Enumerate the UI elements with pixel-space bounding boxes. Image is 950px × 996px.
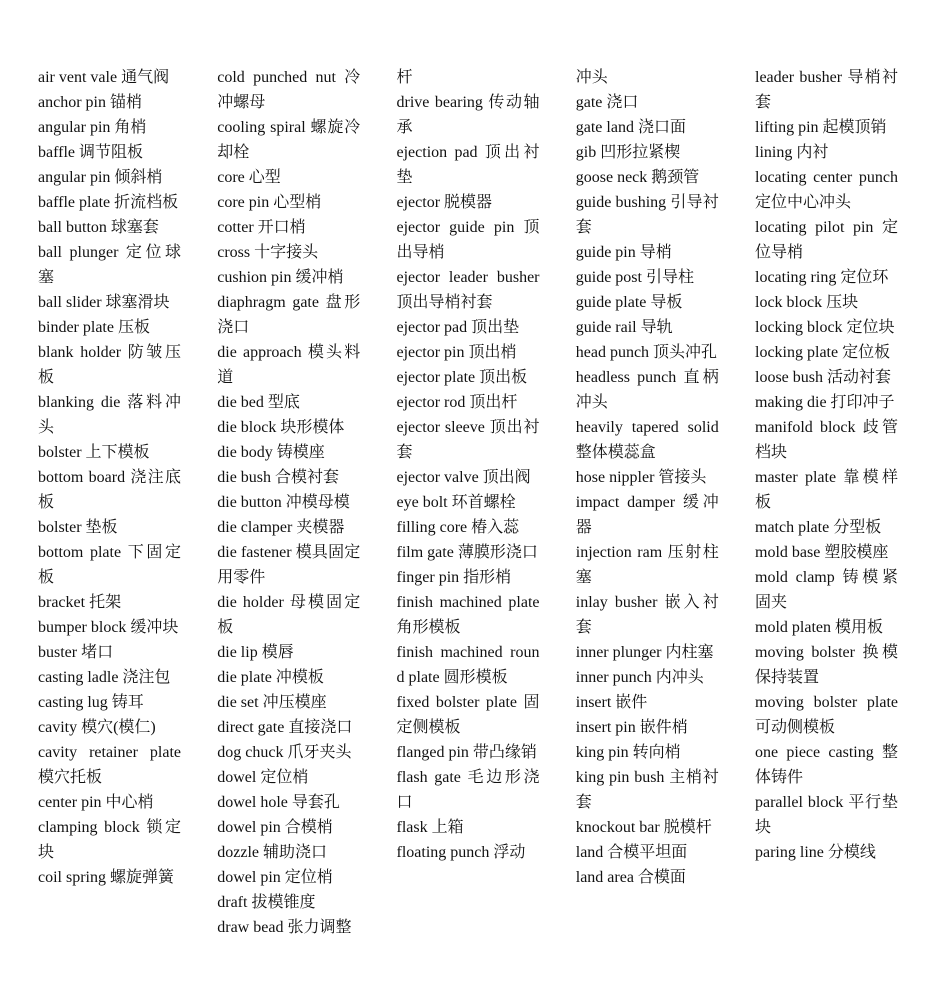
glossary-entry: loose bush 活动衬套 [755,369,892,386]
glossary-entry: lining 内衬 [755,144,829,161]
glossary-entry: anchor pin 锚梢 [38,94,142,111]
glossary-entry: flash gate 毛边形浇口 [396,769,540,811]
glossary-entry: inner plunger 内柱塞 [575,644,714,661]
glossary-entry: die button 冲模母模 [217,494,350,511]
glossary-entry: 杆 [396,69,413,86]
glossary-entry: clamping block 锁定块 [38,819,181,861]
glossary-page [38,65,898,940]
glossary-entry: ball button 球塞套 [38,219,159,236]
glossary-entry: leader busher 导梢衬套 [755,69,898,111]
glossary-entry: finish machined round plate 圆形模板 [396,644,540,686]
glossary-entry: die block 块形模体 [217,419,345,436]
glossary-column-2 [217,65,360,940]
glossary-entry: fixed bolster plate 固定侧模板 [396,694,540,736]
glossary-entry: master plate 靠模样板 [755,469,898,511]
glossary-entry: cotter 开口梢 [217,219,306,236]
glossary-column-3 [397,65,540,940]
glossary-entry: bumper block 缓冲块 [38,619,179,636]
glossary-entry: core 心型 [217,169,281,186]
glossary-entry: manifold block 歧管档块 [755,419,898,461]
glossary-entry: one piece casting 整体铸件 [755,744,898,786]
glossary-entry: core pin 心型梢 [217,194,322,211]
glossary-entry: die bush 合模衬套 [217,469,340,486]
glossary-entry: buster 堵口 [38,644,114,661]
glossary-entry: dowel pin 定位梢 [217,869,333,886]
glossary-entry: finger pin 指形梢 [396,569,512,586]
glossary-entry: cooling spiral 螺旋冷却栓 [217,119,361,161]
glossary-entry: bracket 托架 [38,594,122,611]
glossary-entry: dowel pin 合模梢 [217,819,333,836]
glossary-entry: draw bead 张力调整 [217,919,352,936]
glossary-entry: die clamper 夹模器 [217,519,345,536]
glossary-entry: injection ram 压射柱塞 [575,544,719,586]
glossary-entry: cavity 模穴(模仁) [38,719,156,736]
glossary-entry: lock block 压块 [755,294,859,311]
glossary-entry: ejector valve 顶出阀 [396,469,531,486]
glossary-entry: match plate 分型板 [755,519,882,536]
glossary-entry: insert 嵌件 [575,694,648,711]
glossary-entry: inlay busher 嵌入衬套 [575,594,719,636]
glossary-entry: bottom plate 下固定板 [38,544,181,586]
glossary-entry: dowel hole 导套孔 [217,794,340,811]
glossary-entry: die approach 模头料道 [217,344,361,386]
glossary-entry: eye bolt 环首螺栓 [396,494,516,511]
glossary-entry: gib 凹形拉紧楔 [575,144,681,161]
glossary-entry: king pin bush 主梢衬套 [575,769,719,811]
glossary-entry: die bed 型底 [217,394,300,411]
glossary-entry: ejector guide pin 顶出导梢 [396,219,540,261]
glossary-entry: ejector pin 顶出梢 [396,344,517,361]
glossary-entry: ejector 脱模器 [396,194,493,211]
glossary-entry: locking block 定位块 [755,319,895,336]
glossary-entry: die body 铸模座 [217,444,325,461]
glossary-entry: cold punched nut 冷冲螺母 [217,69,361,111]
glossary-entry: baffle plate 折流档板 [38,194,179,211]
glossary-entry: blanking die 落料冲头 [38,394,181,436]
glossary-entry: direct gate 直接浇口 [217,719,353,736]
glossary-entry: dozzle 辅助浇口 [217,844,328,861]
glossary-entry: casting lug 铸耳 [38,694,144,711]
glossary-entry: drive bearing 传动轴承 [396,94,540,136]
glossary-entry: film gate 薄膜形浇口 [396,544,538,561]
glossary-entry: binder plate 压板 [38,319,150,336]
glossary-column-4 [576,65,719,940]
glossary-entry: ejection pad 顶出衬垫 [396,144,540,186]
glossary-entry: land 合模平坦面 [575,844,688,861]
glossary-entry: king pin 转向梢 [575,744,681,761]
glossary-entry: gate 浇口 [575,94,639,111]
glossary-entry: ejector plate 顶出板 [396,369,528,386]
glossary-entry: ball plunger 定位球塞 [38,244,181,286]
glossary-entry: filling core 椿入蕊 [396,519,520,536]
glossary-entry: moving bolster 换模保持装置 [755,644,898,686]
glossary-entry: guide rail 导轨 [575,319,673,336]
glossary-entry: knockout bar 脱模杆 [575,819,712,836]
glossary-entry: blank holder 防皱压板 [38,344,181,386]
glossary-entry: mold platen 模用板 [755,619,883,636]
glossary-column-5 [755,65,898,940]
glossary-entry: coil spring 螺旋弹簧 [38,869,174,886]
glossary-entry: guide bushing 引导衬套 [575,194,719,236]
glossary-entry: ejector pad 顶出垫 [396,319,520,336]
glossary-entry: hose nippler 管接头 [575,469,707,486]
glossary-entry: making die 打印冲子 [755,394,895,411]
glossary-entry: locking plate 定位板 [755,344,891,361]
glossary-entry: die holder 母模固定板 [217,594,361,636]
glossary-entry: die set 冲压模座 [217,694,327,711]
glossary-entry: locating pilot pin 定位导梢 [755,219,898,261]
glossary-entry: locating center punch 定位中心冲头 [755,169,898,211]
glossary-entry: mold clamp 铸模紧固夹 [755,569,898,611]
glossary-entry: headless punch 直柄冲头 [575,369,719,411]
glossary-entry: guide pin 导梢 [575,244,672,261]
glossary-entry: parallel block 平行垫块 [755,794,898,836]
glossary-entry: diaphragm gate 盘形浇口 [217,294,361,336]
glossary-entry: angular pin 角梢 [38,119,147,136]
glossary-entry: guide plate 导板 [575,294,683,311]
glossary-entry: center pin 中心梢 [38,794,154,811]
glossary-entry: bolster 垫板 [38,519,118,536]
glossary-entry: bottom board 浇注底板 [38,469,181,511]
glossary-entry: cavity retainer plate 模穴托板 [38,744,181,786]
glossary-entry: impact damper 缓冲器 [575,494,719,536]
glossary-entry: locating ring 定位环 [755,269,889,286]
glossary-entry: dog chuck 爪牙夹头 [217,744,352,761]
glossary-entry: flask 上箱 [396,819,464,836]
glossary-entry: die lip 模唇 [217,644,294,661]
glossary-entry: ejector rod 顶出杆 [396,394,518,411]
glossary-entry: finish machined plate 角形模板 [396,594,540,636]
glossary-entry: flanged pin 带凸缘销 [396,744,537,761]
glossary-entry: bolster 上下模板 [38,444,150,461]
glossary-entry: guide post 引导柱 [575,269,694,286]
glossary-entry: moving bolster plate 可动侧模板 [755,694,898,736]
glossary-entry: goose neck 鹅颈管 [575,169,700,186]
glossary-entry: head punch 顶头冲孔 [575,344,718,361]
glossary-entry: floating punch 浮动 [396,844,526,861]
glossary-entry: gate land 浇口面 [575,119,686,136]
glossary-entry: cushion pin 缓冲梢 [217,269,344,286]
glossary-entry: air vent vale 通气阀 [38,69,170,86]
glossary-entry: insert pin 嵌件梢 [575,719,688,736]
glossary-entry: baffle 调节阻板 [38,144,144,161]
glossary-entry: heavily tapered solid 整体模蕊盒 [575,419,719,461]
glossary-entry: lifting pin 起模顶销 [755,119,887,136]
glossary-entry: mold base 塑胶模座 [755,544,889,561]
glossary-column-1 [38,65,181,940]
glossary-entry: land area 合模面 [575,869,686,886]
glossary-entry: 冲头 [575,69,608,86]
glossary-entry: ejector sleeve 顶出衬套 [396,419,540,461]
glossary-entry: dowel 定位梢 [217,769,309,786]
glossary-entry: draft 拔模锥度 [217,894,316,911]
glossary-entry: ejector leader busher 顶出导梢衬套 [396,269,540,311]
glossary-entry: angular pin 倾斜梢 [38,169,163,186]
glossary-entry: cross 十字接头 [217,244,319,261]
glossary-entry: ball slider 球塞滑块 [38,294,170,311]
glossary-entry: paring line 分模线 [755,844,876,861]
glossary-entry: casting ladle 浇注包 [38,669,171,686]
glossary-entry: die fastener 模具固定用零件 [217,544,361,586]
glossary-entry: die plate 冲模板 [217,669,324,686]
glossary-entry: inner punch 内冲头 [575,669,704,686]
